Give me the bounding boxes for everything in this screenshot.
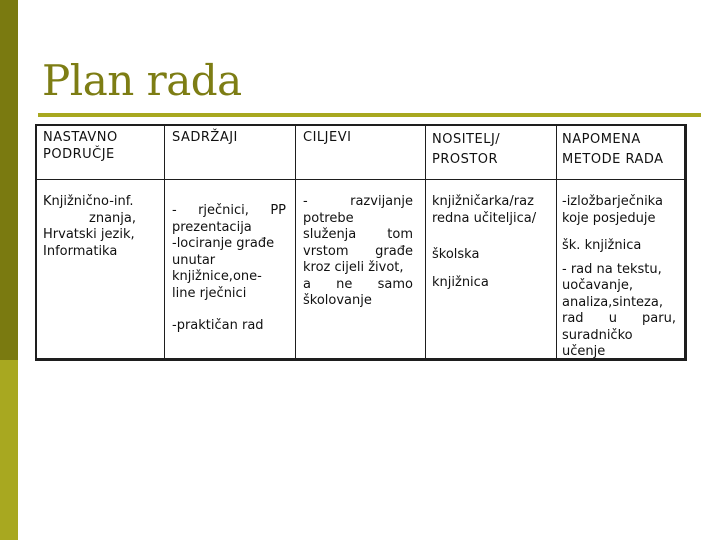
cell-line xyxy=(303,227,413,244)
header-text: NAPOMENA xyxy=(562,132,641,147)
plan-table xyxy=(35,124,687,361)
word: paru, xyxy=(642,311,676,326)
cell-sadrzaji xyxy=(172,203,286,335)
cell-line: uočavanje, xyxy=(562,278,633,293)
word: ne xyxy=(336,276,353,292)
header-napomena xyxy=(562,130,684,170)
word: građe xyxy=(375,243,413,259)
header-nositelj xyxy=(432,130,550,170)
cell-line: školovanje xyxy=(303,293,372,308)
word: PP xyxy=(270,203,286,218)
cell-line xyxy=(303,244,413,261)
column-divider xyxy=(425,126,426,358)
header-text: SADRŽAJI xyxy=(172,130,238,145)
cell-line xyxy=(303,277,413,294)
sidebar-accent-dark xyxy=(0,0,18,360)
cell-line: Knjižnično-inf. xyxy=(43,194,134,209)
word: rad xyxy=(562,311,584,326)
cell-line: -izložbarječnika xyxy=(562,194,663,209)
word: rječnici, xyxy=(198,203,249,218)
cell-line: - rad na tekstu, xyxy=(562,261,662,277)
word: - xyxy=(172,203,177,218)
cell-line: unutar xyxy=(172,252,216,268)
cell-nositelj xyxy=(432,194,554,291)
cell-line xyxy=(562,311,676,328)
header-podrucje xyxy=(43,130,161,163)
word: vrstom xyxy=(303,243,349,259)
header-sadrzaji xyxy=(172,130,290,147)
cell-line: suradničko xyxy=(562,327,633,343)
cell-line: učenje xyxy=(562,344,606,359)
cell-podrucje xyxy=(43,194,155,260)
cell-line: Informatika xyxy=(43,243,118,259)
cell-line: knjižničarka/raz xyxy=(432,194,534,209)
word: tom xyxy=(387,227,413,242)
header-text: METODE RADA xyxy=(562,152,664,167)
header-text: NOSITELJ/ xyxy=(432,132,501,147)
sidebar-accent-light xyxy=(0,360,18,540)
cell-line: znanja, xyxy=(89,210,136,226)
column-divider xyxy=(556,126,557,358)
word: u xyxy=(608,311,617,326)
slide-title: Plan rada xyxy=(42,56,242,105)
cell-line: -praktičan rad xyxy=(172,318,264,333)
header-text: PROSTOR xyxy=(432,152,499,167)
header-ciljevi xyxy=(303,130,421,147)
cell-line: knjižnica xyxy=(432,274,489,290)
cell-line: šk. knjižnica xyxy=(562,238,642,253)
cell-line xyxy=(172,203,286,220)
cell-line: potrebe xyxy=(303,210,354,226)
cell-line: analiza,sinteza, xyxy=(562,294,663,310)
header-text: PODRUČJE xyxy=(43,146,115,162)
header-text: CILJEVI xyxy=(303,130,352,145)
cell-line: kroz cijeli život, xyxy=(303,260,404,275)
cell-line: Hrvatski jezik, xyxy=(43,227,135,242)
cell-line: redna učiteljica/ xyxy=(432,210,537,226)
word: a xyxy=(303,276,311,292)
column-divider xyxy=(295,126,296,358)
word: služenja xyxy=(303,227,357,242)
title-underline xyxy=(38,113,701,117)
word: razvijanje xyxy=(350,194,413,209)
cell-line: koje posjeduje xyxy=(562,210,656,226)
column-divider xyxy=(164,126,165,358)
cell-line: knjižnice,one- xyxy=(172,269,262,284)
cell-line: -lociranje građe xyxy=(172,236,275,251)
cell-napomena xyxy=(562,194,676,361)
word: - xyxy=(303,194,308,209)
cell-ciljevi xyxy=(303,194,413,310)
header-text: NASTAVNO xyxy=(43,130,118,145)
cell-line: školska xyxy=(432,247,480,262)
cell-line: prezentacija xyxy=(172,219,252,235)
header-divider xyxy=(37,179,684,180)
cell-line xyxy=(303,194,413,211)
word: samo xyxy=(377,276,413,292)
cell-line: line rječnici xyxy=(172,285,247,301)
